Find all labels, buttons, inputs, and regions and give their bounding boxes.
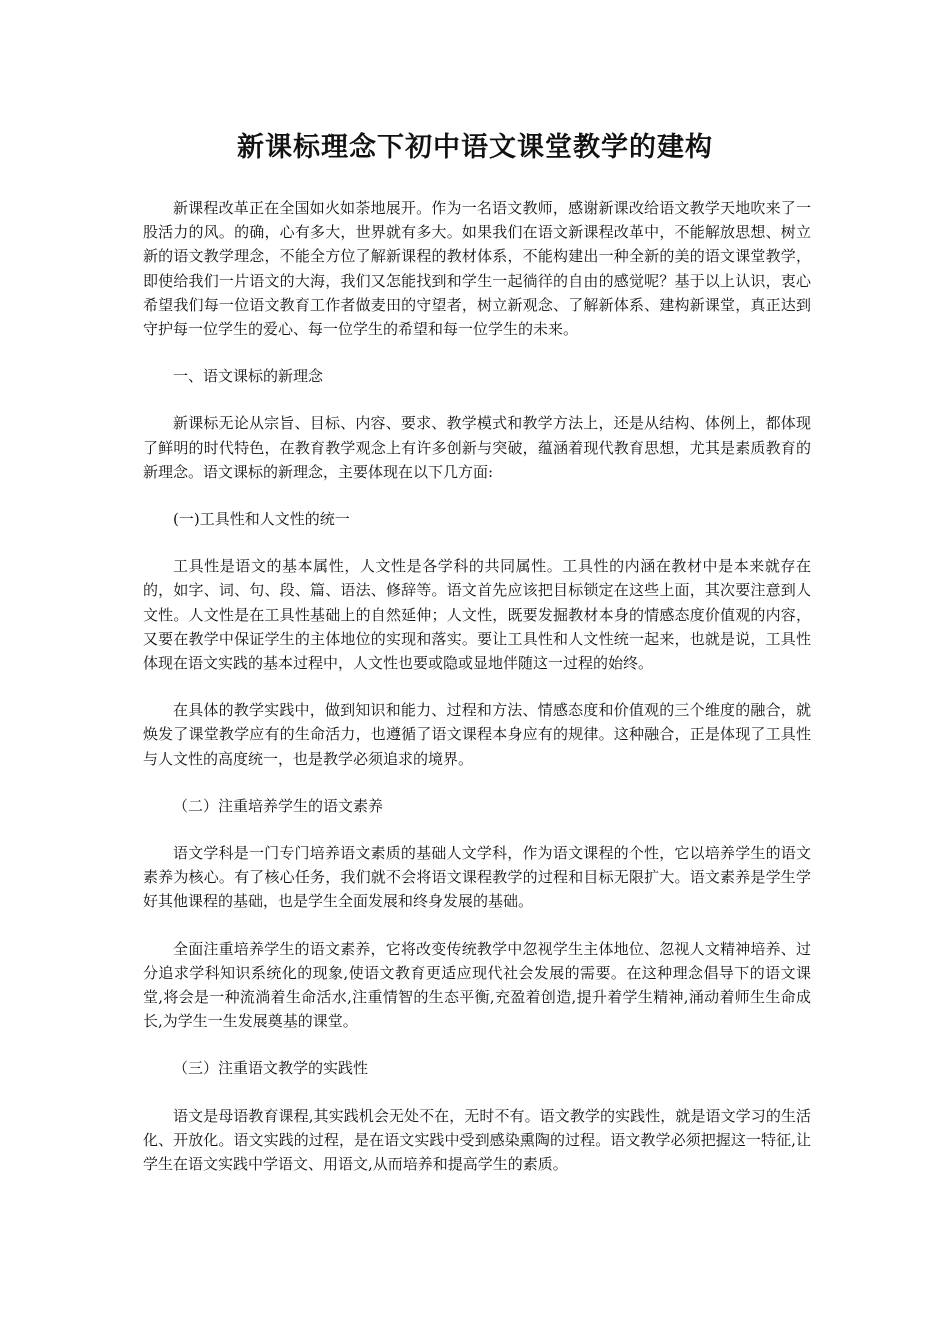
paragraph-intro: 新课程改革正在全国如火如荼地展开。作为一名语文教师，感谢新课改给语文教学天地吹来了一股活力的风。的确，心有多大，世界就有多大。如果我们在语文新课程改革中，不能解放思想、树立新的语文教学理念，不能全方位了解新课程的教材体系，不能构建出一种全新的美的语文课堂教学，即使给我们一片语文的大海，我们又怎能找到和学生一起徜徉的自由的感觉呢？基于以上认识，衷心希望我们每一位语文教育工作者做麦田的守望者，树立新观念、了解新体系、建构新课堂，真正达到守护每一位学生的爱心、每一位学生的希望和每一位学生的未来。 [143,199,811,339]
subsection-heading-1: (一)工具性和人文性的统一 [173,510,350,529]
paragraph-tool-humanity: 工具性是语文的基本属性，人文性是各学科的共同属性。工具性的内涵在教材中是本来就存在的，如字、词、句、段、篇、语法、修辞等。语文首先应该把目标锁定在这些上面，其次要注意到人文性。人文性是在工具性基础上的自然延伸；人文性，既要发掘教材本身的情感态度价值观的内容，又要在教学中保证学生的主体地位的实现和落实。要让工具性和人文性统一起来，也就是说，工具性体现在语文实践的基本过程中，人文性也要或隐或显地伴随这一过程的始终。 [143,557,811,673]
paragraph-practice: 语文是母语教育课程,其实践机会无处不在，无时不有。语文教学的实践性，就是语文学习的生活化、开放化。语文实践的过程，是在语文实践中受到感染熏陶的过程。语文教学必须把握这一特征,让学生在语文实践中学语文、用语文,从而培养和提高学生的素质。 [143,1106,811,1174]
paragraph-literacy-full: 全面注重培养学生的语文素养，它将改变传统教学中忽视学生主体地位、忽视人文精神培养、过分追求学科知识系统化的现象,使语文教育更适应现代社会发展的需要。在这种理念倡导下的语文课堂,将会是一种流淌着生命活水,注重情智的生态平衡,充盈着创造,提升着学生精神,涌动着师生生命成长,为学生一生发展奠基的课堂。 [143,939,811,1031]
section-heading-1: 一、语文课标的新理念 [173,367,324,386]
document-body [143,196,811,1199]
document-title: 新课标理念下初中语文课堂教学的建构 [237,132,713,163]
paragraph-practice-fusion: 在具体的教学实践中，做到知识和能力、过程和方法、情感态度和价值观的三个维度的融合，就焕发了课堂教学应有的生命活力，也遵循了语文课程本身应有的规律。这种融合，正是体现了工具性与人文性的高度统一，也是教学必须追求的境界。 [143,701,811,768]
subsection-heading-2: （二）注重培养学生的语文素养 [173,796,384,815]
subsection-heading-3: （三）注重语文教学的实践性 [173,1059,369,1078]
paragraph-literacy-core: 语文学科是一门专门培养语文素质的基础人文学科，作为语文课程的个性，它以培养学生的语文素养为核心。有了核心任务，我们就不会将语文课程教学的过程和目标无限扩大。语文素养是学生学好其他课程的基础，也是学生全面发展和终身发展的基础。 [143,844,811,911]
paragraph-new-concepts: 新课标无论从宗旨、目标、内容、要求、教学模式和教学方法上，还是从结构、体例上，都体现了鲜明的时代特色，在教育教学观念上有许多创新与突破，蕴涵着现代教育思想，尤其是素质教育的新理念。语文课标的新理念，主要体现在以下几方面: [143,414,811,481]
